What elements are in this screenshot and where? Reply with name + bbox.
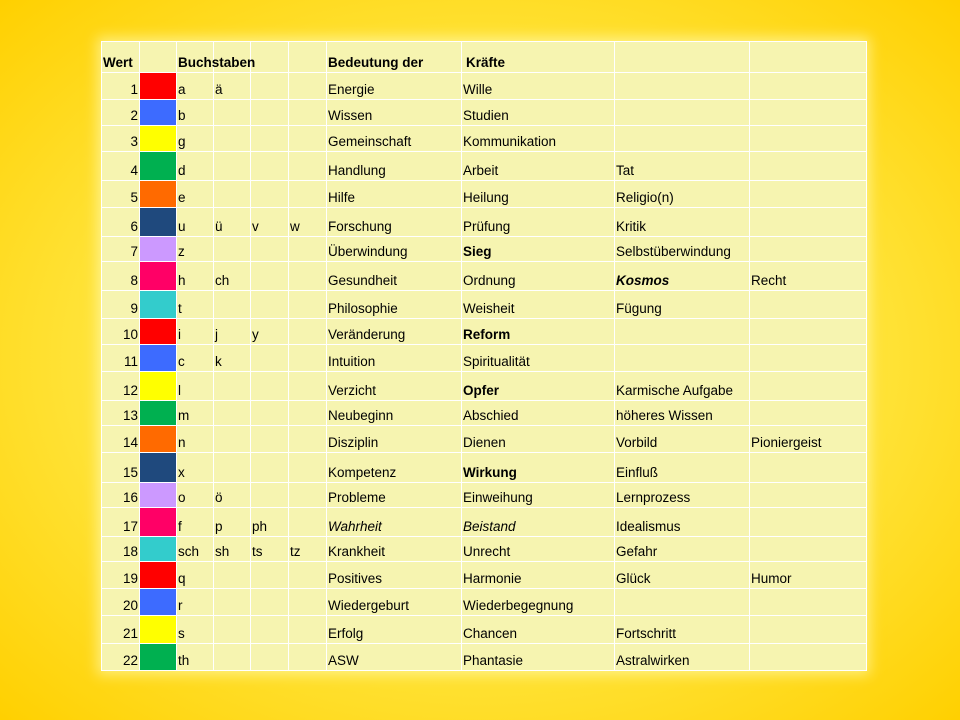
cell-meaning-3: Lernprozess [615, 482, 750, 507]
cell-letter: n [177, 426, 214, 453]
color-swatch [140, 345, 177, 372]
color-swatch [140, 100, 177, 126]
cell-meaning-2: Phantasie [462, 643, 615, 670]
table-row [102, 372, 867, 401]
cell-letter: b [177, 100, 214, 126]
cell-wert: 15 [102, 453, 140, 482]
cell-letter [289, 507, 327, 536]
table-row [102, 588, 867, 615]
cell-meaning-1: Wissen [327, 100, 462, 126]
cell-meaning-2: Prüfung [462, 208, 615, 237]
cell-meaning-1: Intuition [327, 345, 462, 372]
header-row [102, 42, 867, 73]
cell-meaning-2: Ordnung [462, 262, 615, 291]
cell-meaning-1: Hilfe [327, 181, 462, 208]
cell-letter [289, 73, 327, 100]
cell-letter: e [177, 181, 214, 208]
header-buchstaben: Buchstaben [177, 42, 214, 73]
cell-meaning-3: Glück [615, 561, 750, 588]
cell-meaning-4 [750, 291, 867, 319]
cell-letter: a [177, 73, 214, 100]
cell-letter [214, 561, 251, 588]
cell-meaning-4 [750, 152, 867, 181]
color-swatch [140, 319, 177, 345]
cell-letter [214, 426, 251, 453]
cell-letter [251, 561, 289, 588]
cell-letter: k [214, 345, 251, 372]
cell-meaning-1: Kompetenz [327, 453, 462, 482]
color-swatch [140, 453, 177, 482]
cell-wert: 3 [102, 126, 140, 152]
table-row [102, 100, 867, 126]
cell-letter: j [214, 319, 251, 345]
cell-letter [289, 345, 327, 372]
header-empty [251, 42, 289, 73]
table-row [102, 643, 867, 670]
cell-wert: 11 [102, 345, 140, 372]
cell-letter: f [177, 507, 214, 536]
cell-letter [289, 643, 327, 670]
color-swatch [140, 73, 177, 100]
cell-letter: ä [214, 73, 251, 100]
cell-letter: ts [251, 536, 289, 561]
color-swatch [140, 588, 177, 615]
cell-letter [251, 262, 289, 291]
cell-letter: t [177, 291, 214, 319]
cell-letter [214, 401, 251, 426]
cell-letter [289, 426, 327, 453]
cell-meaning-1: Handlung [327, 152, 462, 181]
header-empty [615, 42, 750, 73]
cell-letter: g [177, 126, 214, 152]
cell-letter: x [177, 453, 214, 482]
table-row [102, 291, 867, 319]
cell-letter [251, 453, 289, 482]
cell-meaning-3: Idealismus [615, 507, 750, 536]
cell-wert: 10 [102, 319, 140, 345]
table-row [102, 237, 867, 262]
color-swatch [140, 126, 177, 152]
table-row [102, 536, 867, 561]
cell-letter: h [177, 262, 214, 291]
table-row [102, 615, 867, 643]
color-swatch [140, 237, 177, 262]
cell-letter: tz [289, 536, 327, 561]
cell-letter: q [177, 561, 214, 588]
cell-meaning-3 [615, 588, 750, 615]
cell-meaning-2: Chancen [462, 615, 615, 643]
table-row [102, 507, 867, 536]
cell-meaning-4 [750, 181, 867, 208]
cell-letter: w [289, 208, 327, 237]
cell-letter [251, 152, 289, 181]
cell-letter [289, 372, 327, 401]
cell-wert: 13 [102, 401, 140, 426]
color-swatch [140, 152, 177, 181]
cell-letter: v [251, 208, 289, 237]
cell-meaning-3: Kosmos [615, 262, 750, 291]
cell-letter: z [177, 237, 214, 262]
cell-letter: s [177, 615, 214, 643]
cell-letter: u [177, 208, 214, 237]
cell-letter [251, 643, 289, 670]
cell-letter [214, 181, 251, 208]
cell-meaning-1: Wiedergeburt [327, 588, 462, 615]
cell-meaning-3 [615, 73, 750, 100]
cell-letter: c [177, 345, 214, 372]
cell-letter: y [251, 319, 289, 345]
table-row [102, 426, 867, 453]
cell-letter: ph [251, 507, 289, 536]
table-row [102, 181, 867, 208]
cell-meaning-4 [750, 126, 867, 152]
table-row [102, 482, 867, 507]
cell-meaning-4: Humor [750, 561, 867, 588]
color-swatch [140, 643, 177, 670]
cell-meaning-3: Vorbild [615, 426, 750, 453]
cell-meaning-1: ASW [327, 643, 462, 670]
table-row [102, 208, 867, 237]
cell-letter [289, 237, 327, 262]
cell-meaning-3: Kritik [615, 208, 750, 237]
cell-letter [251, 401, 289, 426]
cell-letter: sh [214, 536, 251, 561]
cell-meaning-1: Wahrheit [327, 507, 462, 536]
cell-meaning-2: Abschied [462, 401, 615, 426]
cell-wert: 16 [102, 482, 140, 507]
cell-letter: sch [177, 536, 214, 561]
cell-letter [251, 345, 289, 372]
cell-letter [214, 152, 251, 181]
cell-meaning-2: Heilung [462, 181, 615, 208]
header-empty [750, 42, 867, 73]
cell-meaning-2: Einweihung [462, 482, 615, 507]
cell-letter [289, 561, 327, 588]
cell-wert: 17 [102, 507, 140, 536]
cell-meaning-2: Wiederbegegnung [462, 588, 615, 615]
cell-meaning-1: Energie [327, 73, 462, 100]
cell-meaning-2: Dienen [462, 426, 615, 453]
cell-letter [289, 401, 327, 426]
cell-meaning-3: Selbstüberwindung [615, 237, 750, 262]
cell-meaning-4 [750, 615, 867, 643]
cell-letter: d [177, 152, 214, 181]
cell-letter: i [177, 319, 214, 345]
color-swatch [140, 507, 177, 536]
cell-letter: ch [214, 262, 251, 291]
color-swatch [140, 536, 177, 561]
cell-letter [214, 372, 251, 401]
cell-letter [289, 291, 327, 319]
color-swatch [140, 262, 177, 291]
letter-values-table [101, 41, 867, 671]
cell-letter [289, 181, 327, 208]
cell-meaning-1: Forschung [327, 208, 462, 237]
cell-wert: 21 [102, 615, 140, 643]
cell-meaning-1: Neubeginn [327, 401, 462, 426]
cell-letter [289, 262, 327, 291]
cell-letter: ü [214, 208, 251, 237]
cell-meaning-3: Einfluß [615, 453, 750, 482]
cell-wert: 7 [102, 237, 140, 262]
cell-letter [214, 615, 251, 643]
cell-letter [214, 100, 251, 126]
cell-letter [251, 181, 289, 208]
cell-letter [289, 126, 327, 152]
color-swatch [140, 208, 177, 237]
cell-letter [289, 100, 327, 126]
cell-letter: r [177, 588, 214, 615]
cell-letter [251, 426, 289, 453]
cell-meaning-2: Beistand [462, 507, 615, 536]
cell-meaning-2: Arbeit [462, 152, 615, 181]
cell-meaning-4 [750, 100, 867, 126]
cell-meaning-2: Kommunikation [462, 126, 615, 152]
cell-letter [251, 291, 289, 319]
cell-meaning-3: Religio(n) [615, 181, 750, 208]
cell-meaning-1: Gemeinschaft [327, 126, 462, 152]
table-row [102, 73, 867, 100]
cell-wert: 22 [102, 643, 140, 670]
cell-letter: o [177, 482, 214, 507]
cell-letter [289, 482, 327, 507]
cell-meaning-4 [750, 345, 867, 372]
table-row [102, 453, 867, 482]
cell-letter [251, 237, 289, 262]
cell-meaning-1: Krankheit [327, 536, 462, 561]
cell-meaning-4 [750, 482, 867, 507]
cell-meaning-4 [750, 643, 867, 670]
header-kraefte: Kräfte [462, 42, 615, 73]
color-swatch [140, 372, 177, 401]
cell-wert: 9 [102, 291, 140, 319]
cell-meaning-3: höheres Wissen [615, 401, 750, 426]
cell-meaning-4 [750, 536, 867, 561]
cell-letter [214, 126, 251, 152]
color-swatch [140, 426, 177, 453]
color-swatch [140, 181, 177, 208]
cell-letter: p [214, 507, 251, 536]
cell-meaning-2: Sieg [462, 237, 615, 262]
cell-wert: 4 [102, 152, 140, 181]
cell-meaning-3 [615, 100, 750, 126]
cell-letter [289, 319, 327, 345]
cell-meaning-3: Karmische Aufgabe [615, 372, 750, 401]
cell-letter [251, 126, 289, 152]
header-bedeutung: Bedeutung der [327, 42, 462, 73]
cell-letter: ö [214, 482, 251, 507]
cell-meaning-4 [750, 208, 867, 237]
cell-letter [251, 482, 289, 507]
cell-meaning-2: Opfer [462, 372, 615, 401]
cell-letter [251, 615, 289, 643]
header-empty [289, 42, 327, 73]
color-swatch [140, 615, 177, 643]
cell-wert: 20 [102, 588, 140, 615]
cell-letter [289, 152, 327, 181]
cell-meaning-3: Astralwirken [615, 643, 750, 670]
cell-letter [289, 453, 327, 482]
cell-wert: 8 [102, 262, 140, 291]
color-swatch [140, 401, 177, 426]
cell-wert: 5 [102, 181, 140, 208]
cell-meaning-1: Disziplin [327, 426, 462, 453]
table-row [102, 126, 867, 152]
header-empty [140, 42, 177, 73]
cell-meaning-1: Verzicht [327, 372, 462, 401]
cell-meaning-1: Überwindung [327, 237, 462, 262]
header-wert: Wert [102, 42, 140, 73]
cell-meaning-2: Wirkung [462, 453, 615, 482]
spreadsheet-table-container [101, 41, 866, 671]
cell-wert: 14 [102, 426, 140, 453]
cell-meaning-2: Wille [462, 73, 615, 100]
cell-meaning-2: Studien [462, 100, 615, 126]
cell-letter [251, 588, 289, 615]
table-row [102, 561, 867, 588]
cell-meaning-1: Philosophie [327, 291, 462, 319]
cell-meaning-1: Erfolg [327, 615, 462, 643]
cell-meaning-2: Harmonie [462, 561, 615, 588]
cell-letter [251, 100, 289, 126]
cell-meaning-4 [750, 507, 867, 536]
cell-letter [251, 73, 289, 100]
cell-meaning-4 [750, 453, 867, 482]
cell-letter: l [177, 372, 214, 401]
cell-meaning-1: Positives [327, 561, 462, 588]
cell-meaning-3: Fortschritt [615, 615, 750, 643]
cell-letter [214, 643, 251, 670]
cell-meaning-4 [750, 401, 867, 426]
cell-letter: th [177, 643, 214, 670]
cell-meaning-2: Weisheit [462, 291, 615, 319]
cell-wert: 6 [102, 208, 140, 237]
cell-wert: 19 [102, 561, 140, 588]
cell-wert: 2 [102, 100, 140, 126]
cell-letter [214, 237, 251, 262]
cell-meaning-4: Pioniergeist [750, 426, 867, 453]
cell-meaning-4: Recht [750, 262, 867, 291]
cell-meaning-4 [750, 372, 867, 401]
cell-meaning-1: Veränderung [327, 319, 462, 345]
cell-meaning-3 [615, 345, 750, 372]
cell-meaning-4 [750, 319, 867, 345]
cell-meaning-4 [750, 73, 867, 100]
table-row [102, 152, 867, 181]
cell-meaning-3: Fügung [615, 291, 750, 319]
cell-meaning-4 [750, 588, 867, 615]
cell-meaning-4 [750, 237, 867, 262]
table-row [102, 262, 867, 291]
table-row [102, 401, 867, 426]
cell-meaning-1: Gesundheit [327, 262, 462, 291]
cell-meaning-3: Gefahr [615, 536, 750, 561]
cell-meaning-3 [615, 126, 750, 152]
cell-letter [251, 372, 289, 401]
cell-wert: 18 [102, 536, 140, 561]
cell-wert: 12 [102, 372, 140, 401]
table-row [102, 345, 867, 372]
cell-meaning-2: Reform [462, 319, 615, 345]
cell-meaning-3 [615, 319, 750, 345]
cell-meaning-3: Tat [615, 152, 750, 181]
cell-letter [289, 588, 327, 615]
cell-wert: 1 [102, 73, 140, 100]
color-swatch [140, 561, 177, 588]
cell-letter [214, 453, 251, 482]
cell-letter: m [177, 401, 214, 426]
color-swatch [140, 291, 177, 319]
color-swatch [140, 482, 177, 507]
cell-letter [289, 615, 327, 643]
table-row [102, 319, 867, 345]
cell-meaning-2: Unrecht [462, 536, 615, 561]
cell-meaning-1: Probleme [327, 482, 462, 507]
cell-letter [214, 291, 251, 319]
cell-meaning-2: Spiritualität [462, 345, 615, 372]
cell-letter [214, 588, 251, 615]
